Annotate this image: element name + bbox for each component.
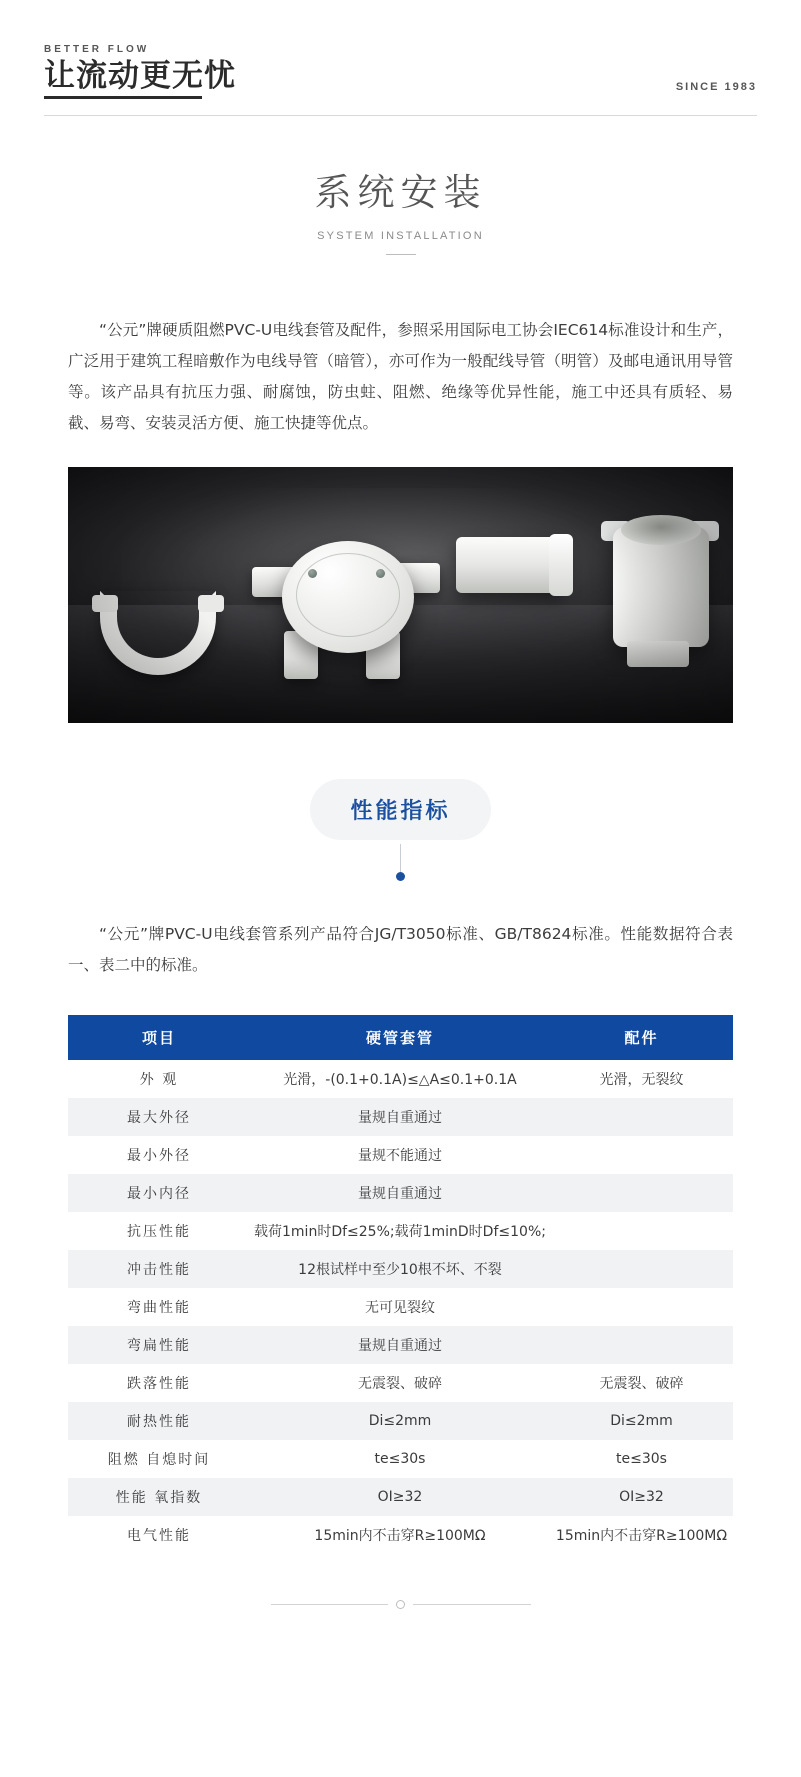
cell-fitting: 无震裂、破碎: [599, 1376, 684, 1393]
table-row: [68, 1478, 733, 1516]
table-row: [68, 1516, 733, 1554]
cell-fitting: Di≤2mm: [550, 1402, 733, 1440]
cell-pipe: 光滑，-(0.1+0.1A)≤△A≤0.1+0.1A: [283, 1072, 517, 1089]
brand-tagline-cn: 让流动更无忧: [44, 58, 236, 94]
table-row: [68, 1212, 733, 1250]
since-label: SINCE 1983: [675, 81, 757, 94]
cell-pipe: Di≤2mm: [250, 1402, 550, 1440]
table-row: [68, 1060, 733, 1098]
footer-line-left: [271, 1604, 389, 1605]
footer-ornament: [271, 1600, 531, 1609]
cell-item: 性能 氧指数: [68, 1478, 250, 1516]
table-row: [68, 1288, 733, 1326]
cell-item: 抗压性能: [127, 1224, 191, 1241]
cell-fitting: [550, 1250, 733, 1288]
cell-pipe: OI≥32: [250, 1478, 550, 1516]
table-row: [68, 1364, 733, 1402]
cell-item: 耐热性能: [68, 1402, 250, 1440]
page-subtitle: SYSTEM INSTALLATION: [317, 230, 484, 243]
section-badge-wrap: [0, 779, 801, 881]
spec-table: [68, 1015, 733, 1554]
cell-item: 跌落性能: [127, 1376, 191, 1393]
table-row: [68, 1326, 733, 1364]
badge-stem: [400, 844, 401, 872]
standards-paragraph: “公元”牌PVC-U电线套管系列产品符合JG/T3050标准、GB/T8624标准。性能数据符合表一、表二中的标准。: [68, 925, 733, 975]
cell-pipe: 量规自重通过: [250, 1174, 550, 1212]
brand-tagline-en: BETTER FLOW: [44, 44, 150, 55]
cell-fitting: [550, 1098, 733, 1136]
cell-fitting: [550, 1288, 733, 1326]
brand-logo: [44, 44, 236, 99]
cell-pipe: 量规自重通过: [250, 1098, 550, 1136]
cell-item: 电气性能: [127, 1528, 191, 1545]
footer-line-right: [413, 1604, 531, 1605]
cell-pipe: te≤30s: [374, 1451, 426, 1468]
table-row: [68, 1136, 733, 1174]
cell-pipe: 15min内不击穿R≥100MΩ: [314, 1528, 486, 1545]
cell-fitting: te≤30s: [616, 1451, 667, 1468]
cell-item: 弯曲性能: [127, 1300, 191, 1317]
table-header-pipe: 硬管套管: [250, 1015, 550, 1060]
table-header-item: 项目: [68, 1015, 250, 1060]
cell-item: 阻燃 自熄时间: [107, 1452, 211, 1469]
table-row: [68, 1402, 733, 1440]
cell-fitting: [550, 1326, 733, 1364]
cell-pipe: 12根试样中至少10根不坏、不裂: [250, 1250, 550, 1288]
cell-fitting: [550, 1174, 733, 1212]
title-dash: [386, 254, 416, 255]
cell-pipe: 无震裂、破碎: [358, 1376, 442, 1393]
cell-item: 最小内径: [68, 1174, 250, 1212]
photo-vignette: [68, 467, 733, 723]
table-header-row: [68, 1015, 733, 1060]
badge-dot: [396, 872, 405, 881]
cell-fitting: [550, 1212, 733, 1250]
cell-item: 冲击性能: [68, 1250, 250, 1288]
cell-item: 外 观: [139, 1072, 179, 1089]
page-title-block: [0, 162, 801, 255]
table-row: [68, 1098, 733, 1136]
cell-pipe: 载荷1min时Df≤25%;载荷1minD时Df≤10%;: [254, 1224, 546, 1241]
cell-item: 最大外径: [68, 1098, 250, 1136]
section-badge: 性能指标: [310, 779, 490, 840]
cell-item: 最小外径: [127, 1148, 191, 1165]
cell-fitting: 15min内不击穿R≥100MΩ: [555, 1528, 728, 1545]
table-row: [68, 1440, 733, 1478]
intro-paragraph: “公元”牌硬质阻燃PVC-U电线套管及配件，参照采用国际电工协会IEC614标准设计和生产，广泛用于建筑工程暗敷作为电线导管（暗管），亦可作为一般配线导管（明管）及邮电通讯用导管等。该产品具有抗压力强、耐腐蚀，防虫蛀、阻燃、绝缘等优异性能，施工中还具有质轻、易截、易弯、安装灵活方便、施工快捷等优点。: [68, 321, 733, 433]
product-photo: [68, 467, 733, 723]
table-row: [68, 1250, 733, 1288]
table-row: [68, 1174, 733, 1212]
cell-fitting: OI≥32: [550, 1478, 733, 1516]
table-header-fitting: 配件: [550, 1015, 733, 1060]
page-header: [0, 0, 801, 99]
page-title: 系统安装: [314, 171, 487, 215]
cell-fitting: 光滑，无裂纹: [599, 1072, 684, 1089]
brand-underline: [44, 96, 202, 99]
header-divider: [44, 115, 757, 116]
table-body: [68, 1060, 733, 1554]
cell-pipe: 量规不能通过: [358, 1148, 442, 1165]
cell-pipe: 无可见裂纹: [365, 1300, 435, 1317]
cell-item: 弯扁性能: [68, 1326, 250, 1364]
cell-pipe: 量规自重通过: [250, 1326, 550, 1364]
footer-ring: [396, 1600, 405, 1609]
cell-fitting: [550, 1136, 733, 1174]
